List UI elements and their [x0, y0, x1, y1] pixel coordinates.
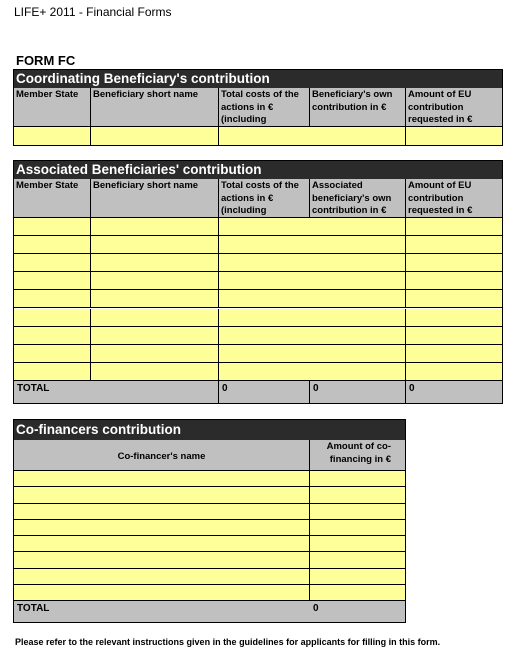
member-state-input[interactable]	[14, 272, 91, 290]
co-financing-amount-input[interactable]	[310, 487, 405, 503]
header-member-state: Member State	[14, 179, 91, 218]
total-costs-input[interactable]	[219, 254, 406, 272]
eu-contribution-input[interactable]	[406, 127, 502, 145]
section-title: Coordinating Beneficiary's contribution	[14, 70, 502, 88]
eu-contribution-input[interactable]	[406, 345, 502, 363]
co-financing-amount-input[interactable]	[310, 536, 405, 552]
header-own-contribution: Beneficiary's own contribution in €	[310, 88, 406, 127]
co-financer-name-input[interactable]	[14, 536, 310, 552]
eu-contribution-input[interactable]	[406, 236, 502, 254]
co-financing-amount-input[interactable]	[310, 585, 405, 601]
total-costs-input[interactable]	[219, 218, 406, 236]
co-financer-name-input[interactable]	[14, 552, 310, 568]
total-costs-input[interactable]	[219, 363, 406, 381]
co-financing-amount-input[interactable]	[310, 504, 405, 520]
eu-contribution-input[interactable]	[406, 272, 502, 290]
beneficiary-name-input[interactable]	[91, 327, 219, 345]
header-co-financer-name	[14, 440, 310, 471]
member-state-input[interactable]	[14, 218, 91, 236]
document-title: LIFE+ 2011 - Financial Forms	[14, 5, 172, 19]
beneficiary-name-input[interactable]	[91, 236, 219, 254]
eu-contribution-input[interactable]	[406, 363, 502, 381]
co-financing-amount-input[interactable]	[310, 569, 405, 585]
total-co-financing-value: 0	[310, 601, 405, 622]
header-member-state: Member State	[14, 88, 91, 127]
total-costs-input[interactable]	[219, 327, 406, 345]
total-costs-input[interactable]	[219, 345, 406, 363]
header-total-costs: Total costs of the actions in € (including	[219, 88, 310, 127]
coordinating-beneficiary-section	[13, 69, 503, 146]
co-financer-name-input[interactable]	[14, 487, 310, 503]
total-costs-input[interactable]	[219, 127, 406, 145]
member-state-input[interactable]	[14, 127, 91, 145]
total-own-contribution-value: 0	[310, 381, 406, 403]
header-co-financing-amount: Amount of co-financing in €	[310, 440, 405, 471]
co-financer-name-input[interactable]	[14, 504, 310, 520]
member-state-input[interactable]	[14, 290, 91, 308]
section-title: Associated Beneficiaries' contribution	[14, 161, 502, 179]
beneficiary-name-input[interactable]	[91, 345, 219, 363]
member-state-input[interactable]	[14, 254, 91, 272]
header-co-financer-name-text: Co-financer's name	[117, 451, 206, 462]
total-costs-input[interactable]	[219, 309, 406, 327]
eu-contribution-input[interactable]	[406, 290, 502, 308]
member-state-input[interactable]	[14, 327, 91, 345]
total-costs-value: 0	[219, 381, 310, 403]
total-label: TOTAL	[14, 601, 310, 622]
beneficiary-name-input[interactable]	[91, 218, 219, 236]
co-financers-section	[13, 419, 406, 623]
eu-contribution-input[interactable]	[406, 254, 502, 272]
eu-contribution-input[interactable]	[406, 218, 502, 236]
eu-contribution-input[interactable]	[406, 309, 502, 327]
beneficiary-name-input[interactable]	[91, 363, 219, 381]
member-state-input[interactable]	[14, 309, 91, 327]
beneficiary-name-input[interactable]	[91, 272, 219, 290]
beneficiary-name-input[interactable]	[91, 127, 219, 145]
eu-contribution-input[interactable]	[406, 327, 502, 345]
header-beneficiary-short-name: Beneficiary short name	[91, 179, 219, 218]
co-financer-name-input[interactable]	[14, 585, 310, 601]
co-financing-amount-input[interactable]	[310, 552, 405, 568]
member-state-input[interactable]	[14, 345, 91, 363]
header-total-costs: Total costs of the actions in € (including	[219, 179, 310, 218]
total-label: TOTAL	[14, 381, 219, 403]
footnote: Please refer to the relevant instructions given in the guidelines for applicants for filling in this form.	[15, 637, 441, 647]
member-state-input[interactable]	[14, 363, 91, 381]
co-financer-name-input[interactable]	[14, 471, 310, 487]
co-financing-amount-input[interactable]	[310, 520, 405, 536]
member-state-input[interactable]	[14, 236, 91, 254]
form-title: FORM FC	[16, 53, 76, 68]
total-eu-contribution-value: 0	[406, 381, 502, 403]
beneficiary-name-input[interactable]	[91, 309, 219, 327]
beneficiary-name-input[interactable]	[91, 290, 219, 308]
section-title: Co-financers contribution	[14, 420, 405, 440]
total-costs-input[interactable]	[219, 236, 406, 254]
header-own-contribution: Associated beneficiary's own contribution in €	[310, 179, 406, 218]
co-financer-name-input[interactable]	[14, 569, 310, 585]
header-eu-contribution: Amount of EU contribution requested in €	[406, 88, 502, 127]
beneficiary-name-input[interactable]	[91, 254, 219, 272]
header-eu-contribution: Amount of EU contribution requested in €	[406, 179, 502, 218]
header-beneficiary-short-name: Beneficiary short name	[91, 88, 219, 127]
co-financing-amount-input[interactable]	[310, 471, 405, 487]
total-costs-input[interactable]	[219, 290, 406, 308]
associated-beneficiaries-section	[13, 160, 503, 404]
total-costs-input[interactable]	[219, 272, 406, 290]
co-financer-name-input[interactable]	[14, 520, 310, 536]
